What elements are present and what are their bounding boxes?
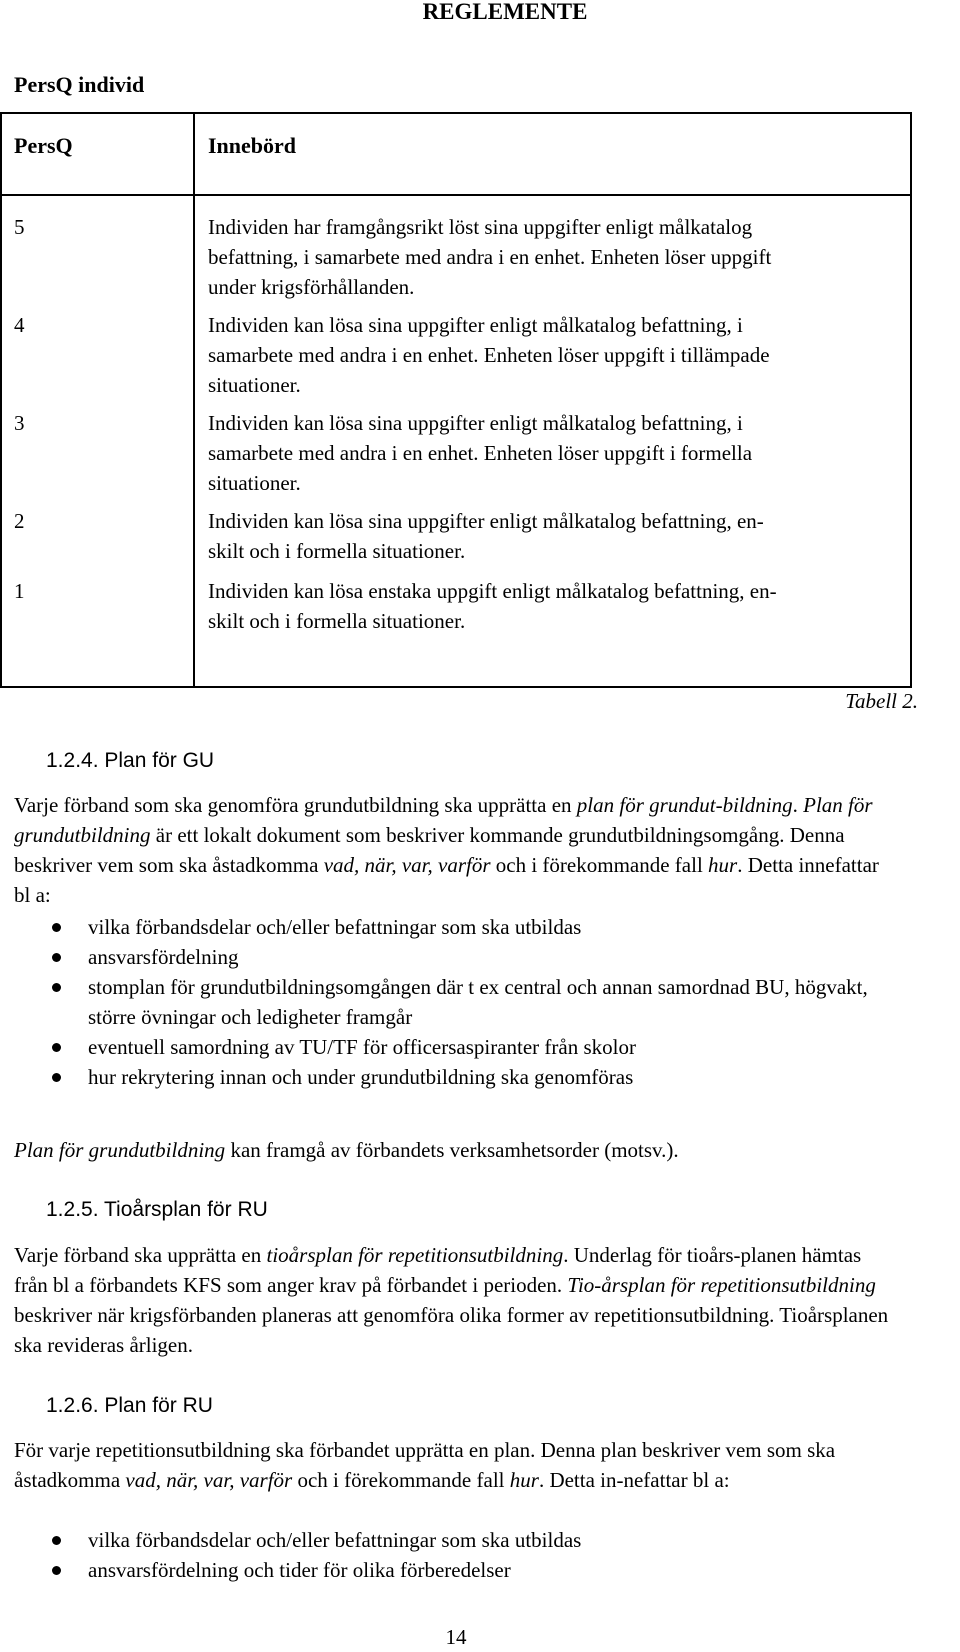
table-cell-description: Individen har framgångsrikt löst sina uppgifter enligt målkatalog befattning, i samarbete med andra i en enhet. Enheten löser uppgift under krigsförhållanden. — [208, 215, 772, 299]
table-cell-level: 5 — [14, 215, 25, 239]
list-item: eventuell samordning av TU/TF för officersaspiranter från skolor — [14, 1032, 894, 1062]
table-column-divider — [193, 114, 195, 686]
list-item: vilka förbandsdelar och/eller befattningar som ska utbildas — [14, 912, 894, 942]
table-header-persq: PersQ — [14, 133, 73, 158]
bullet-list-plan-for-gu — [14, 912, 894, 1092]
paragraph-plan-note: Plan för grundutbildning kan framgå av förbandets verksamhetsorder (motsv.). — [14, 1138, 679, 1162]
list-item: ansvarsfördelning och tider för olika förberedelser — [14, 1555, 894, 1585]
list-item: ansvarsfördelning — [14, 942, 894, 972]
table-cell-level: 2 — [14, 509, 25, 533]
table-cell-level: 4 — [14, 313, 25, 337]
paragraph-plan-for-ru: För varje repetitionsutbildning ska förbandet upprätta en plan. Denna plan beskriver vem som ska åstadkomma vad, när, var, varför och i förekommande fall hur. Detta in-nefattar bl a: — [14, 1438, 836, 1492]
table-cell-description: Individen kan lösa sina uppgifter enligt målkatalog befattning, i samarbete med andra i en enhet. Enheten löser uppgift i tillämpade situationer. — [208, 313, 770, 397]
page-number: 14 — [445, 1625, 467, 1649]
heading-plan-for-ru: 1.2.6. Plan för RU — [46, 1394, 213, 1417]
table-caption: Tabell 2. — [845, 689, 918, 713]
heading-plan-for-gu: 1.2.4. Plan för GU — [46, 749, 215, 772]
table-cell-description: Individen kan lösa sina uppgifter enligt målkatalog befattning, en- skilt och i formella situationer. — [208, 509, 764, 563]
table-cell-description: Individen kan lösa enstaka uppgift enligt målkatalog befattning, en- skilt och i formella situationer. — [208, 579, 777, 633]
document-header-title: REGLEMENTE — [422, 0, 588, 24]
persq-table — [0, 112, 912, 688]
bullet-list-plan-for-ru — [14, 1525, 894, 1585]
paragraph-tioarsplan: Varje förband ska upprätta en tioårsplan för repetitionsutbildning. Underlag för tioårs-planen hämtas från bl a förbandets KFS som anger krav på förbandet i perioden. Tio-årsplan för repetitionsutbildning beskriver när krigsförbanden planeras att genomföra olika former av repetitionsutbildning. Tioårsplanen ska revideras årligen. — [14, 1243, 889, 1357]
table-cell-level: 3 — [14, 411, 25, 435]
list-item: vilka förbandsdelar och/eller befattningar som ska utbildas — [14, 1525, 894, 1555]
table-cell-description: Individen kan lösa sina uppgifter enligt målkatalog befattning, i samarbete med andra i en enhet. Enheten löser uppgift i formella situationer. — [208, 411, 753, 495]
table-header-innebord: Innebörd — [208, 133, 297, 158]
table-cell-level: 1 — [14, 579, 25, 603]
paragraph-plan-for-gu: Varje förband som ska genomföra grundutbildning ska upprätta en plan för grundut-bildning. Plan för grundutbildning är ett lokalt dokument som beskriver kommande grundutbildningsomgång. Denna beskriver vem som ska åstadkomma vad, när, var, varför och i förekommande fall hur. Detta innefattar bl a: — [14, 793, 879, 907]
section-title: PersQ individ — [14, 72, 145, 97]
list-item: hur rekrytering innan och under grundutbildning ska genomföras — [14, 1062, 894, 1092]
list-item: stomplan för grundutbildningsomgången där t ex central och annan samordnad BU, högvakt, större övningar och ledigheter framgår — [14, 972, 894, 1032]
table-header-divider — [2, 194, 910, 196]
heading-tioarsplan-for-ru: 1.2.5. Tioårsplan för RU — [46, 1198, 268, 1221]
